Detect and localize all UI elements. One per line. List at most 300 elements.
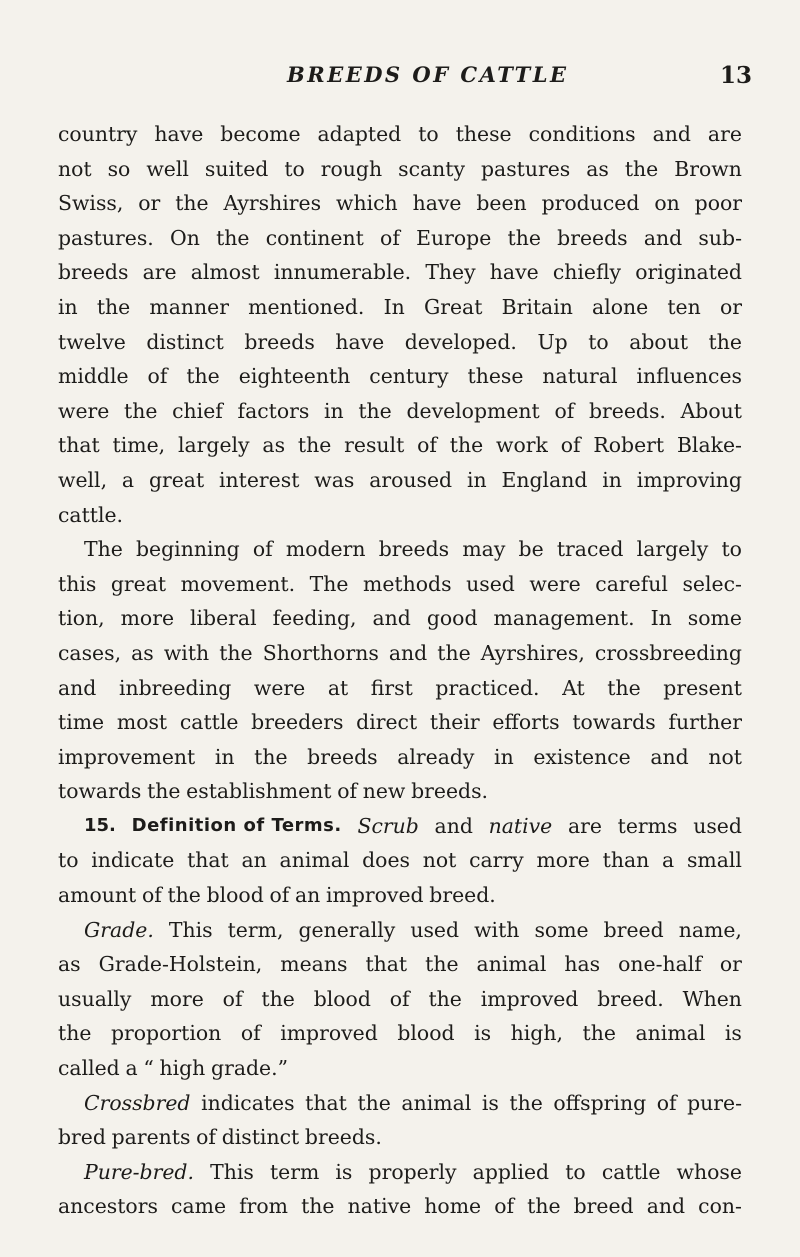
word: cases, [58, 640, 122, 665]
word: that [365, 952, 408, 977]
word: one-half [618, 952, 702, 977]
word: have [154, 122, 204, 146]
word: of [252, 537, 273, 562]
text-line [58, 428, 742, 463]
word: Great [423, 294, 483, 319]
word: have [489, 260, 539, 285]
word: middle [58, 364, 129, 389]
word: con- [698, 1194, 742, 1219]
word: chiefly [552, 260, 622, 285]
word: About [680, 398, 742, 423]
word: to [58, 848, 79, 873]
word: cattle [179, 710, 239, 735]
word: almost [190, 260, 260, 285]
word: innumerable. [273, 260, 412, 285]
word: They [425, 260, 476, 285]
word: selec- [682, 571, 742, 596]
word: “ [143, 1056, 154, 1081]
word: or [719, 294, 742, 319]
word: country [58, 122, 138, 146]
word: Britain [501, 294, 573, 319]
word: In [650, 606, 672, 631]
word: breed. [429, 883, 496, 908]
word: beginning [136, 537, 240, 562]
word: the [509, 1090, 543, 1115]
text-line [58, 152, 742, 187]
text-line [58, 1051, 742, 1086]
word: is [335, 1159, 353, 1184]
word: first [370, 675, 413, 700]
word: their [429, 710, 480, 735]
word: or [719, 952, 742, 977]
word: the [219, 640, 253, 665]
word: Grade-Holstein, [98, 952, 263, 977]
word: of [494, 1194, 515, 1219]
word: have [412, 191, 462, 216]
word: in [324, 398, 344, 423]
word: usually [58, 986, 132, 1011]
text-line [58, 601, 742, 636]
text-line [58, 913, 742, 948]
word: so [107, 156, 131, 181]
word: Europe [416, 225, 492, 250]
word: Ayrshires [223, 191, 322, 216]
word: Ayrshires, [480, 640, 585, 665]
word: largely [177, 433, 250, 458]
text-line [58, 809, 742, 844]
text-line [58, 740, 742, 775]
word: is [724, 1021, 742, 1046]
word: as [131, 640, 154, 665]
word: in [214, 744, 235, 769]
word: this [58, 571, 97, 596]
word: the [254, 744, 288, 769]
word: result [344, 433, 405, 458]
word: in [602, 467, 622, 492]
word: the [261, 986, 295, 1011]
word: bred [58, 1125, 106, 1150]
word: scanty [398, 156, 465, 181]
word: liberal [190, 606, 257, 631]
word: to [284, 156, 305, 181]
word: animal [279, 848, 350, 873]
text-line [58, 359, 742, 394]
word: native [347, 1194, 412, 1219]
word: and [388, 640, 428, 665]
word: new [362, 779, 406, 804]
word: not [708, 744, 742, 769]
word: well [146, 156, 189, 181]
word: are [142, 260, 177, 285]
word: in [494, 744, 514, 769]
word: a [125, 1056, 138, 1081]
word: that [305, 1090, 347, 1115]
word: modern [285, 537, 366, 562]
word: are [707, 122, 742, 146]
word: time [58, 710, 105, 735]
word: the [624, 156, 659, 181]
word: feeding, [272, 606, 357, 631]
word: well, [58, 467, 108, 492]
word: management. [493, 606, 635, 631]
word: of [417, 433, 437, 458]
word: in [58, 294, 78, 319]
word: manner [149, 294, 229, 319]
word: is [474, 1021, 492, 1046]
word: and [646, 1194, 686, 1219]
text-line [58, 463, 742, 498]
word: of [560, 433, 581, 458]
word: pastures. [58, 225, 154, 250]
word: the [357, 1090, 391, 1115]
word: indicates [201, 1090, 295, 1115]
word: In [383, 294, 405, 319]
word: the [527, 1194, 561, 1219]
word: influences [636, 364, 742, 389]
word: have [335, 329, 385, 354]
word: and [650, 744, 689, 769]
word: towards [58, 779, 142, 804]
word: improvement [58, 744, 196, 769]
word: the [216, 225, 250, 250]
word: to [565, 1159, 586, 1184]
text-line [58, 186, 742, 221]
text-line [58, 290, 742, 325]
running-title: BREEDS OF CATTLE [287, 62, 569, 87]
word: offspring [553, 1090, 647, 1115]
running-header [0, 62, 800, 102]
word: twelve [58, 329, 126, 354]
word: not [422, 848, 457, 873]
word: on [654, 191, 680, 216]
text-line [58, 843, 742, 878]
word: natural [542, 364, 618, 389]
text-line [58, 636, 742, 671]
word: breeds. [411, 779, 489, 804]
word: On [170, 225, 200, 250]
word: animal [476, 952, 547, 977]
word: high, [510, 1021, 563, 1046]
word: rough [320, 156, 383, 181]
text-line [58, 774, 742, 809]
word: ten [667, 294, 701, 319]
word: already [397, 744, 475, 769]
word: distinct [221, 1125, 300, 1150]
word: of [240, 1021, 261, 1046]
text-line [58, 567, 742, 602]
defined-term: native [488, 813, 553, 838]
word: applied [472, 1159, 550, 1184]
word: used [410, 917, 460, 942]
word: present [663, 675, 742, 700]
word: more [120, 606, 175, 631]
word: When [682, 986, 742, 1011]
word: crossbreeding [594, 640, 742, 665]
word: the [358, 398, 392, 423]
word: blood [206, 883, 264, 908]
word: and [643, 225, 683, 250]
word: development [406, 398, 540, 423]
word: of [656, 1090, 677, 1115]
word: direct [356, 710, 418, 735]
word: At [562, 675, 585, 700]
word: these [467, 364, 524, 389]
word: that [187, 848, 229, 873]
word: become [220, 122, 301, 146]
word: generally [298, 917, 396, 942]
word: the [124, 398, 158, 423]
word: careful [595, 571, 668, 596]
word: were [529, 571, 581, 596]
word: good [426, 606, 478, 631]
word: which [335, 191, 398, 216]
word: as [58, 952, 81, 977]
word: time, [112, 433, 166, 458]
word: cattle [601, 1159, 661, 1184]
word: that [58, 433, 100, 458]
word: as [586, 156, 609, 181]
word: Shorthorns [262, 640, 379, 665]
word: The [84, 537, 123, 562]
word: proportion [110, 1021, 222, 1046]
text-line [58, 532, 742, 567]
text-line [58, 1120, 742, 1155]
word: breeds. [304, 1125, 382, 1150]
word: Swiss, [58, 191, 124, 216]
word: conditions [528, 122, 636, 146]
word: the [167, 883, 201, 908]
text-line [58, 221, 742, 256]
word: with [163, 640, 210, 665]
word: the [582, 1021, 616, 1046]
defined-term: Grade. [84, 917, 154, 942]
word: improved [326, 883, 424, 908]
word: Robert [593, 433, 665, 458]
word: the [507, 225, 541, 250]
word: sub- [698, 225, 742, 250]
word: cattle. [58, 502, 124, 527]
word: term, [227, 917, 284, 942]
word: adapted [317, 122, 402, 146]
word: animal [401, 1090, 472, 1115]
word: breeds [58, 260, 129, 285]
word: breed [603, 917, 664, 942]
word: interest [219, 467, 300, 492]
word: may [462, 537, 506, 562]
word: of [554, 398, 575, 423]
word: blood [397, 1021, 455, 1046]
word: breed [573, 1194, 634, 1219]
defined-term: Scrub [357, 813, 419, 838]
text-line [58, 498, 742, 533]
word: high [159, 1056, 206, 1081]
word: whose [676, 1159, 742, 1184]
word: great [148, 467, 205, 492]
word: the [708, 329, 742, 354]
word: breeders [251, 710, 344, 735]
word: England [501, 467, 588, 492]
word: were [253, 675, 306, 700]
word: of [337, 779, 358, 804]
word: Brown [674, 156, 742, 181]
word: improved [280, 1021, 378, 1046]
word: existence [533, 744, 631, 769]
word: with [474, 917, 520, 942]
word: amount [58, 883, 137, 908]
word: poor [694, 191, 742, 216]
word: some [534, 917, 589, 942]
text-line [58, 1189, 742, 1224]
word: been [476, 191, 527, 216]
word: to [721, 537, 742, 562]
word: as [262, 433, 286, 458]
word: and [434, 813, 473, 838]
word: more [536, 848, 590, 873]
word: the [58, 1021, 92, 1046]
word: the [175, 191, 209, 216]
word: are [567, 813, 602, 838]
word: more [150, 986, 204, 1011]
word: movement. [180, 571, 296, 596]
word: the [607, 675, 641, 700]
word: alone [592, 294, 649, 319]
word: be [518, 537, 544, 562]
text-line [58, 1016, 742, 1051]
word: methods [363, 571, 452, 596]
word: The [309, 571, 349, 596]
text-line [58, 947, 742, 982]
word: distinct [146, 329, 224, 354]
word: was [314, 467, 355, 492]
word: at [327, 675, 349, 700]
word: improving [636, 467, 742, 492]
word: the [301, 1194, 335, 1219]
word: pure- [687, 1090, 742, 1115]
word: an [295, 883, 321, 908]
word: breeds [244, 329, 315, 354]
body-text [58, 117, 742, 1224]
word: than [602, 848, 650, 873]
word: aroused [369, 467, 453, 492]
word: indicate [91, 848, 175, 873]
text-line [58, 1086, 742, 1121]
text-line [58, 394, 742, 429]
word: Up [537, 329, 568, 354]
word: establishment [186, 779, 332, 804]
word: practiced. [435, 675, 540, 700]
word: developed. [404, 329, 517, 354]
word: of [269, 883, 290, 908]
text-line [58, 117, 742, 152]
word: mentioned. [248, 294, 365, 319]
word: breeds [378, 537, 450, 562]
word: does [362, 848, 410, 873]
word: inbreeding [118, 675, 232, 700]
word: the [428, 986, 462, 1011]
word: used [466, 571, 515, 596]
word: produced [541, 191, 640, 216]
word: continent [265, 225, 364, 250]
word: the [147, 779, 181, 804]
word: to [418, 122, 439, 146]
word: properly [368, 1159, 457, 1184]
word: eighteenth [238, 364, 351, 389]
page-number: 13 [719, 62, 752, 89]
word: is [481, 1090, 499, 1115]
word: about [629, 329, 689, 354]
word: a [662, 848, 675, 873]
text-line [58, 705, 742, 740]
word: and [652, 122, 691, 146]
defined-term: Pure-bred. [84, 1159, 194, 1184]
word: pastures [480, 156, 571, 181]
text-line [58, 982, 742, 1017]
word: and [372, 606, 411, 631]
word: breeds [557, 225, 628, 250]
text-line [58, 255, 742, 290]
word: in [466, 467, 487, 492]
word: came [171, 1194, 227, 1219]
word: grade.” [211, 1056, 288, 1081]
word: towards [572, 710, 656, 735]
word: of [147, 364, 168, 389]
word: the [297, 433, 332, 458]
word: from [239, 1194, 289, 1219]
word: blood [313, 986, 371, 1011]
word: century [369, 364, 449, 389]
word: means [280, 952, 348, 977]
word: This [168, 917, 213, 942]
word: term [269, 1159, 320, 1184]
word: carry [469, 848, 524, 873]
word: these [455, 122, 512, 146]
section-number: 15. [84, 814, 116, 836]
word: the [437, 640, 471, 665]
word: of [389, 986, 410, 1011]
word: of [222, 986, 243, 1011]
word: improved [480, 986, 579, 1011]
word: efforts [492, 710, 560, 735]
text-line [58, 671, 742, 706]
defined-term: Crossbred [84, 1090, 191, 1115]
word: animal [635, 1021, 706, 1046]
word: used [693, 813, 742, 838]
word: work [496, 433, 548, 458]
text-line [58, 878, 742, 913]
word: to [588, 329, 609, 354]
word: of [380, 225, 400, 250]
word: This [210, 1159, 254, 1184]
word: further [668, 710, 742, 735]
word: some [687, 606, 742, 631]
word: and [58, 675, 97, 700]
word: parents [111, 1125, 191, 1150]
word: tion, [58, 606, 105, 631]
word: factors [237, 398, 310, 423]
word: the [449, 433, 484, 458]
word: or [138, 191, 161, 216]
word: of [196, 1125, 216, 1150]
word: the [425, 952, 459, 977]
word: of [141, 883, 162, 908]
word: breeds [307, 744, 378, 769]
word: home [424, 1194, 482, 1219]
word: breed. [597, 986, 664, 1011]
word: terms [617, 813, 678, 838]
word: name, [678, 917, 742, 942]
word: the [186, 364, 220, 389]
word: originated [635, 260, 742, 285]
